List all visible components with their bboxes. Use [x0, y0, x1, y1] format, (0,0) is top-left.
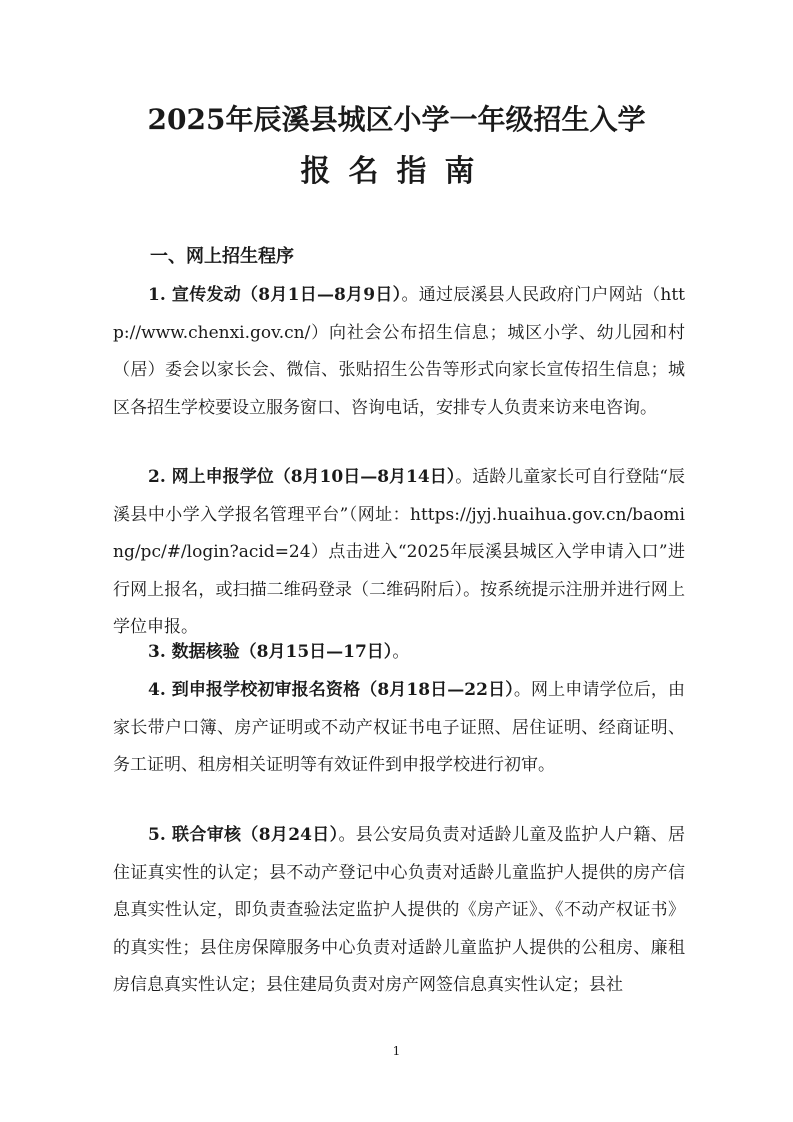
step-2-label: 2. 网上申报学位（8月10日—8月14日）	[148, 467, 456, 487]
step-1-text: 。通过辰溪县人民政府门户网站（http://www.chenxi.gov.cn/）向社会公布招生信息；城区小学、幼儿园和村（居）委会以家长会、微信、张贴招生公告等形式向家长宣传招生信息；城区各招生学校要设立服务窗口、咨询电话，安排专人负责来访来电咨询。	[113, 285, 685, 418]
step-5-text: 。县公安局负责对适龄儿童及监护人户籍、居住证真实性的认定；县不动产登记中心负责对适龄儿童监护人提供的房产信息真实性认定，即负责查验法定监护人提供的《房产证》、《不动产权证书》的真实性；县住房保障服务中心负责对适龄儿童监护人提供的公租房、廉租房信息真实性认定；县住建局负责对房产网签信息真实性认定；县社	[113, 825, 686, 995]
step-3-text: 。	[392, 642, 410, 662]
step-2-text: 。适龄儿童家长可自行登陆“辰溪县中小学入学报名管理平台”（网址：https://jyj.huaihua.gov.cn/baoming/pc/#/login?acid=24）点击进入“2025年辰溪县城区入学申请入口”进行网上报名，或扫描二维码登录（二维码附后）。按系统提示注册并进行网上学位申报。	[113, 467, 685, 637]
step-4-text: 。网上申请学位后，由家长带户口簿、房产证明或不动产权证书电子证照、居住证明、经商证明、务工证明、租房相关证明等有效证件到申报学校进行初审。	[113, 680, 686, 775]
step-4-label: 4. 到申报学校初审报名资格（8月18日—22日）	[148, 680, 514, 700]
step-5-paragraph	[113, 817, 685, 1005]
document-subtitle: 报名指南	[300, 154, 493, 189]
section-heading: 一、网上招生程序	[150, 246, 294, 267]
step-3-paragraph	[113, 634, 685, 672]
page-number: 1	[392, 1044, 401, 1058]
step-3-label: 3. 数据核验（8月15日—17日）	[148, 642, 393, 662]
document-title: 2025年辰溪县城区小学一年级招生入学	[147, 103, 646, 136]
step-4-paragraph	[113, 672, 685, 785]
step-1-paragraph	[113, 277, 685, 427]
step-2-paragraph	[113, 459, 685, 647]
step-5-label: 5. 联合审核（8月24日）	[148, 825, 339, 845]
step-1-label: 1. 宣传发动（8月1日—8月9日）	[148, 285, 402, 305]
